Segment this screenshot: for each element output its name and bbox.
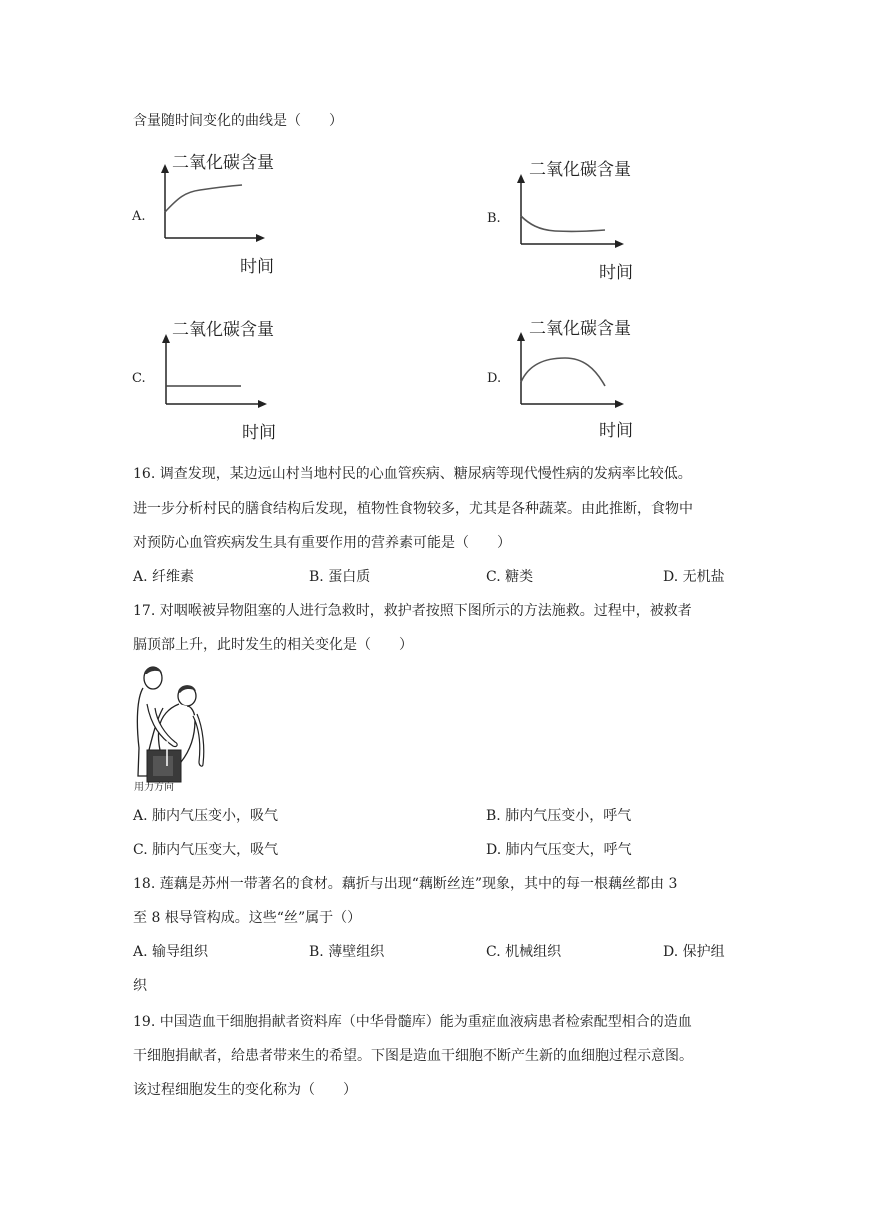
q17-line-1: 17. 对咽喉被异物阻塞的人进行急救时，救护者按照下图所示的方法施救。过程中，被救者 (133, 603, 692, 619)
q18-option-c: C. 机械组织 (486, 944, 562, 960)
q15-stem: 含量随时间变化的曲线是（ ） (133, 113, 343, 129)
graph-c-y-label: 二氧化碳含量 (172, 320, 274, 340)
option-a-letter: A. (132, 209, 146, 224)
figure-caption: 用力方向 (134, 782, 174, 792)
curve-a (165, 185, 242, 212)
q17-option-b: B. 肺内气压变小，呼气 (486, 808, 632, 824)
graph-d-x-label: 时间 (599, 421, 633, 441)
q18-option-b: B. 薄壁组织 (309, 944, 385, 960)
q18-option-d: D. 保护组 (663, 944, 725, 960)
q16-line-3: 对预防心血管疾病发生具有重要作用的营养素可能是（ ） (133, 535, 511, 551)
q17-line-2: 膈顶部上升，此时发生的相关变化是（ ） (133, 637, 413, 653)
graph-option-d (485, 312, 645, 447)
first-aid-figure (133, 664, 209, 792)
graph-c-x-label: 时间 (242, 423, 276, 443)
graph-b-x-label: 时间 (599, 263, 633, 283)
graph-b-y-label: 二氧化碳含量 (529, 160, 631, 180)
q18-option-d-wrap: 织 (133, 978, 147, 994)
option-d-letter: D. (487, 371, 502, 386)
q18-option-a: A. 输导组织 (133, 944, 209, 960)
q18-line-1: 18. 莲藕是苏州一带著名的食材。藕折与出现“藕断丝连”现象，其中的每一根藕丝都由 3 (133, 876, 678, 892)
q16-line-2: 进一步分析村民的膳食结构后发现，植物性食物较多，尤其是各种蔬菜。由此推断，食物中 (133, 501, 693, 517)
q17-option-c: C. 肺内气压变大，吸气 (133, 842, 279, 858)
q19-line-1: 19. 中国造血干细胞捐献者资料库（中华骨髓库）能为重症血液病患者检索配型相合的造血 (133, 1014, 692, 1030)
q17-option-a: A. 肺内气压变小，吸气 (133, 808, 279, 824)
q18-line-2: 至 8 根导管构成。这些“丝”属于（） (133, 910, 362, 926)
q16-option-a: A. 纤维素 (133, 569, 195, 585)
graph-d-y-label: 二氧化碳含量 (529, 319, 631, 339)
curve-b (521, 216, 605, 231)
option-b-letter: B. (487, 211, 501, 226)
q16-option-b: B. 蛋白质 (309, 569, 371, 585)
curve-d (521, 358, 605, 386)
q16-option-c: C. 糖类 (486, 569, 534, 585)
option-c-letter: C. (132, 371, 146, 386)
graph-a-y-label: 二氧化碳含量 (172, 153, 274, 173)
graph-option-c (130, 312, 280, 447)
q16-option-d: D. 无机盐 (663, 569, 725, 585)
graph-a-x-label: 时间 (240, 257, 274, 277)
q17-option-d: D. 肺内气压变大，呼气 (486, 842, 632, 858)
q19-line-2: 干细胞捐献者，给患者带来生的希望。下图是造血干细胞不断产生新的血细胞过程示意图。 (133, 1048, 693, 1064)
q16-line-1: 16. 调查发现，某边远山村当地村民的心血管疾病、糖尿病等现代慢性病的发病率比较低。 (133, 466, 692, 482)
graph-option-a (130, 148, 280, 278)
q19-line-3: 该过程细胞发生的变化称为（ ） (133, 1082, 357, 1098)
graph-option-b (485, 152, 635, 287)
